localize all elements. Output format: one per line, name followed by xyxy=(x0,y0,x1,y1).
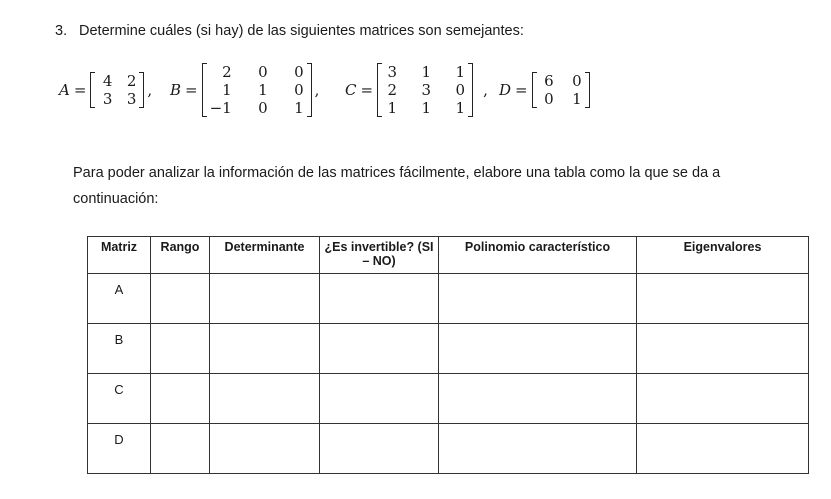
left-bracket xyxy=(90,72,96,108)
table-cell[interactable] xyxy=(320,324,439,374)
table-cell[interactable] xyxy=(210,324,320,374)
matrix-cell: 0 xyxy=(294,81,304,99)
row-label: B xyxy=(88,324,151,374)
header-invertible: ¿Es invertible? (SI – NO) xyxy=(320,237,439,274)
matrix-d-expression: D = 6 0 0 1 xyxy=(499,62,590,118)
matrix-b-expression: B = 2 0 0 1 1 0 −1 0 1 , xyxy=(170,63,320,117)
matrix-cell: −1 xyxy=(209,99,232,117)
table-cell[interactable] xyxy=(439,424,637,474)
matrix-d-label: D xyxy=(499,81,512,99)
table-cell[interactable] xyxy=(151,274,210,324)
table-cell[interactable] xyxy=(320,274,439,324)
problem-statement xyxy=(55,23,524,39)
left-bracket xyxy=(377,63,383,117)
matrix-cell: 2 xyxy=(222,63,232,81)
matrix-b-label: B xyxy=(170,81,182,99)
table-row xyxy=(88,324,809,374)
matrix-cell: 4 xyxy=(102,72,113,90)
table-cell[interactable] xyxy=(151,324,210,374)
row-label: C xyxy=(88,374,151,424)
matrix-c-label: C xyxy=(345,81,357,99)
matrix-a-label: A xyxy=(59,81,70,99)
left-bracket xyxy=(532,72,538,108)
header-determinante: Determinante xyxy=(210,237,320,274)
matrix-cell: 0 xyxy=(572,72,582,90)
left-bracket xyxy=(202,63,208,117)
matrix-cell: 3 xyxy=(421,81,432,99)
table-cell[interactable] xyxy=(320,374,439,424)
matrix-cell: 0 xyxy=(294,63,304,81)
matrix-cell: 1 xyxy=(572,90,582,108)
table-cell[interactable] xyxy=(320,424,439,474)
right-bracket xyxy=(138,72,144,108)
problem-text: Determine cuáles (si hay) de las siguientes matrices son semejantes: xyxy=(79,23,524,39)
matrix-cell: 1 xyxy=(222,81,232,99)
table-row xyxy=(88,274,809,324)
matrix-cell: 1 xyxy=(258,81,268,99)
header-matriz: Matriz xyxy=(88,237,151,274)
matrix-a xyxy=(90,72,144,108)
table-cell[interactable] xyxy=(637,374,809,424)
matrix-cell: 1 xyxy=(455,99,466,117)
matrix-cell: 1 xyxy=(294,99,304,117)
matrix-cell: 0 xyxy=(258,63,268,81)
table-cell[interactable] xyxy=(439,274,637,324)
right-bracket xyxy=(584,72,590,108)
matrix-cell: 1 xyxy=(455,63,466,81)
table-cell[interactable] xyxy=(637,274,809,324)
matrix-cell: 3 xyxy=(102,90,113,108)
table-cell[interactable] xyxy=(151,424,210,474)
matrix-c xyxy=(377,63,473,117)
matrix-cell: 0 xyxy=(544,90,554,108)
matrix-cell: 0 xyxy=(455,81,466,99)
matrix-cell: 6 xyxy=(544,72,554,90)
table-cell[interactable] xyxy=(210,274,320,324)
table-row xyxy=(88,374,809,424)
analysis-table xyxy=(87,236,809,474)
table-cell[interactable] xyxy=(151,374,210,424)
table-row xyxy=(88,424,809,474)
matrix-cell: 2 xyxy=(126,72,137,90)
matrix-b xyxy=(202,63,312,117)
header-rango: Rango xyxy=(151,237,210,274)
matrix-d xyxy=(532,72,590,108)
matrix-cell: 1 xyxy=(421,99,432,117)
row-label: A xyxy=(88,274,151,324)
table-cell[interactable] xyxy=(439,374,637,424)
matrix-a-expression: A = 4 2 3 3 , xyxy=(59,72,153,108)
table-cell[interactable] xyxy=(439,324,637,374)
matrix-cell: 1 xyxy=(387,99,398,117)
header-polinomio: Polinomio característico xyxy=(439,237,637,274)
matrix-cell: 1 xyxy=(421,63,432,81)
matrix-c-expression: C = 3 1 1 2 3 0 1 1 1 , xyxy=(345,63,488,117)
matrix-cell: 3 xyxy=(387,63,398,81)
header-eigenvalores: Eigenvalores xyxy=(637,237,809,274)
matrix-cell: 3 xyxy=(126,90,137,108)
right-bracket xyxy=(467,63,473,117)
table-header-row xyxy=(88,237,809,274)
matrix-cell: 0 xyxy=(258,99,268,117)
table-cell[interactable] xyxy=(637,424,809,474)
table-cell[interactable] xyxy=(210,424,320,474)
row-label: D xyxy=(88,424,151,474)
instruction-text: Para poder analizar la información de las matrices fácilmente, elabore una tabla como la que se da a continuación: xyxy=(73,165,721,207)
table-cell[interactable] xyxy=(637,324,809,374)
matrix-cell: 2 xyxy=(387,81,398,99)
table-cell[interactable] xyxy=(210,374,320,424)
right-bracket xyxy=(306,63,312,117)
problem-number: 3. xyxy=(55,23,68,39)
